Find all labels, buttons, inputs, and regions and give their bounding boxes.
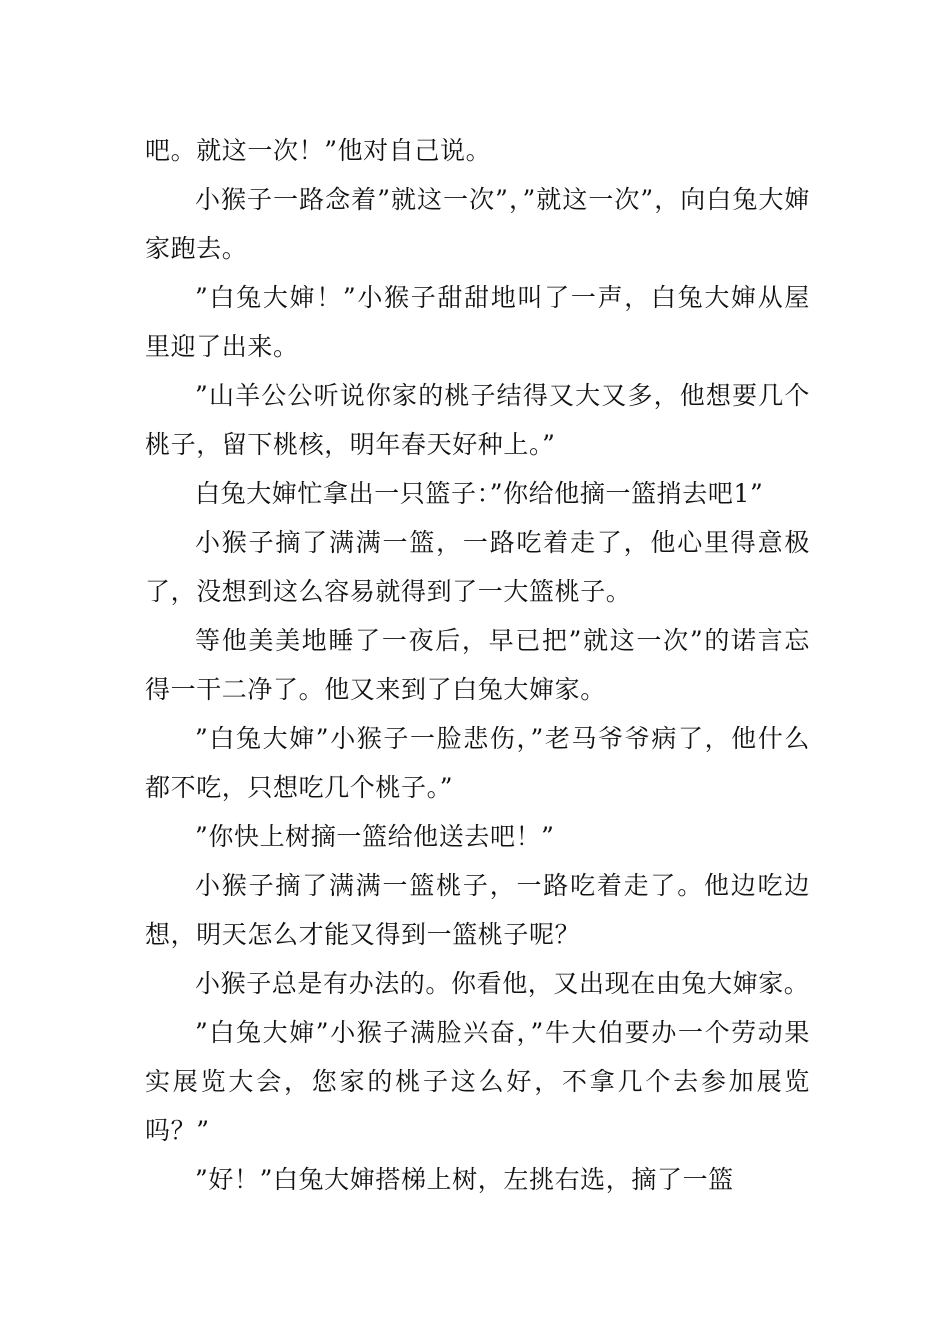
paragraph-5: 白兔大婶忙拿出一只篮子：”你给他摘一篮捎去吧1” <box>195 479 764 508</box>
paragraph-4: ”山羊公公听说你家的桃子结得又大又多，他想要几个桃子，留下桃核，明年春天好种上。” <box>145 381 810 459</box>
paragraph-3: ”白兔大婶！”小猴子甜甜地叫了一声，白兔大婶从屋里迎了出来。 <box>145 283 810 361</box>
paragraph-6: 小猴子摘了满满一篮，一路吃着走了，他心里得意极了，没想到这么容易就得到了一大篮桃子。 <box>145 528 810 606</box>
paragraph-2: 小猴子一路念着”就这一次”，”就这一次”，向白兔大婶家跑去。 <box>145 185 810 263</box>
paragraph-9: ”你快上树摘一篮给他送去吧！” <box>195 822 555 851</box>
story-text <box>145 126 810 1204</box>
paragraph-11: 小猴子总是有办法的。你看他，又出现在由兔大婶家。 <box>195 969 810 998</box>
paragraph-10: 小猴子摘了满满一篮桃子，一路吃着走了。他边吃边想，明天怎么才能又得到一篮桃子呢？ <box>145 871 810 949</box>
paragraph-1: 吧。就这一次！”他对自己说。 <box>145 136 492 165</box>
paragraph-8: ”白兔大婶”小猴子一脸悲伤，”老马爷爷病了，他什么都不吃，只想吃几个桃子。” <box>145 724 810 802</box>
paragraph-13: ”好！”白兔大婶搭梯上树，左挑右选，摘了一篮 <box>195 1165 734 1194</box>
paragraph-12: ”白兔大婶”小猴子满脸兴奋，”牛大伯要办一个劳动果实展览大会，您家的桃子这么好，不拿几个去参加展览吗？” <box>145 1018 810 1145</box>
paragraph-7: 等他美美地睡了一夜后，早已把”就这一次”的诺言忘得一干二净了。他又来到了白兔大婶家。 <box>145 626 810 704</box>
